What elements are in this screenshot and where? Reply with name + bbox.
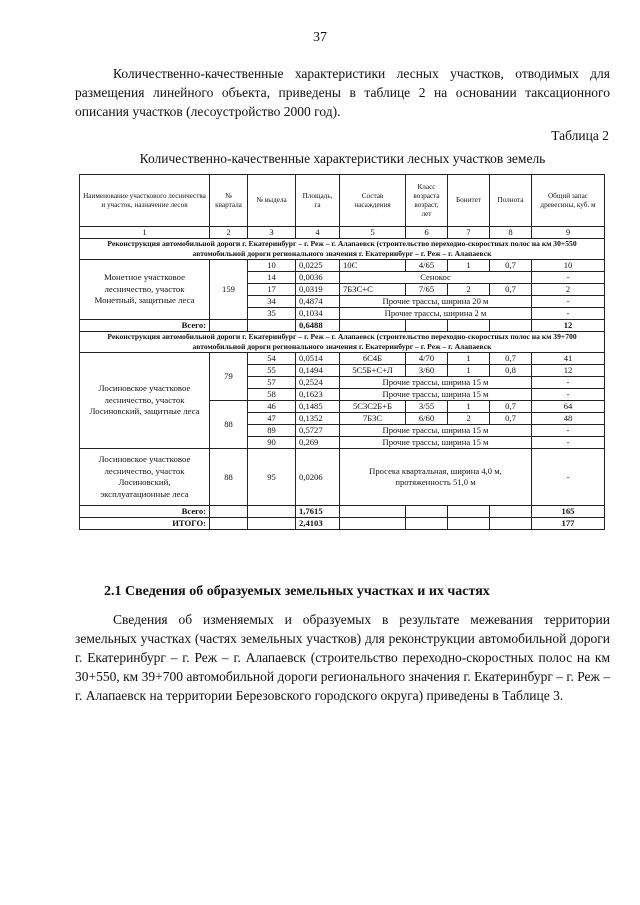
land-use-note: Прочие трассы, ширина 15 м — [340, 389, 532, 401]
table-row — [80, 449, 605, 506]
forestry-name: Монетное участковое лесничество, участок Монетный, защитные леса — [80, 260, 210, 320]
grand-total-row — [80, 518, 605, 530]
grand-total-label: ИТОГО: — [80, 518, 210, 530]
plot-number: 95 — [248, 449, 296, 506]
area-value: 0,5727 — [296, 425, 340, 437]
header-cell: Наименование участкового лесничества и участок, назначение лесов — [80, 175, 210, 227]
area-value: 0,0514 — [296, 353, 340, 365]
column-number: 3 — [248, 227, 296, 239]
subtotal-area: 1,7615 — [296, 506, 340, 518]
table-row — [80, 353, 605, 365]
density-value: 0,8 — [490, 365, 532, 377]
table-row — [80, 260, 605, 272]
volume-value: - — [532, 377, 605, 389]
empty-cell — [490, 320, 532, 332]
plot-number: 89 — [248, 425, 296, 437]
subtotal-area: 0,6488 — [296, 320, 340, 332]
empty-cell — [340, 506, 406, 518]
plot-number: 34 — [248, 296, 296, 308]
empty-cell — [448, 506, 490, 518]
bonitet-value: 1 — [448, 365, 490, 377]
section-row — [80, 332, 605, 353]
density-value: 0,7 — [490, 260, 532, 272]
section-row — [80, 239, 605, 260]
land-use-note: Прочие трассы, ширина 20 м — [340, 296, 532, 308]
empty-cell — [448, 518, 490, 530]
plot-number: 10 — [248, 260, 296, 272]
empty-cell — [490, 518, 532, 530]
land-use-note: Просека квартальная, ширина 4,0 м, протяженность 51,0 м — [340, 449, 532, 506]
quarter-number: 159 — [210, 260, 248, 320]
header-cell: Полнота — [490, 175, 532, 227]
empty-cell — [248, 506, 296, 518]
land-use-note: Прочие трассы, ширина 15 м — [340, 377, 532, 389]
intro-paragraph: Количественно-качественные характеристики лесных участков, отводимых для размещения линейного объекта, приведены в таблице 2 на основании таксационного описания участков (лесоустройство 2000 год). — [75, 66, 610, 119]
empty-cell — [490, 506, 532, 518]
column-number: 9 — [532, 227, 605, 239]
land-use-note: Прочие трассы, ширина 2 м — [340, 308, 532, 320]
area-value: 0,1494 — [296, 365, 340, 377]
area-value: 0,4874 — [296, 296, 340, 308]
area-value: 0,1623 — [296, 389, 340, 401]
subtotal-label: Всего: — [80, 320, 210, 332]
area-value: 0,0319 — [296, 284, 340, 296]
subtotal-row — [80, 320, 605, 332]
area-value: 0,1485 — [296, 401, 340, 413]
composition-value: 5С3С2Б+Б — [340, 401, 406, 413]
plot-number: 14 — [248, 272, 296, 284]
bonitet-value: 2 — [448, 284, 490, 296]
area-value: 0,1034 — [296, 308, 340, 320]
age-value: 4/65 — [406, 260, 448, 272]
age-value: 6/60 — [406, 413, 448, 425]
column-number: 8 — [490, 227, 532, 239]
age-value: 3/55 — [406, 401, 448, 413]
column-number-row — [80, 227, 605, 239]
plot-number: 57 — [248, 377, 296, 389]
plot-number: 47 — [248, 413, 296, 425]
area-value: 0,2524 — [296, 377, 340, 389]
plot-number: 54 — [248, 353, 296, 365]
column-number: 6 — [406, 227, 448, 239]
empty-cell — [406, 320, 448, 332]
land-use-note: Сенокос — [340, 272, 532, 284]
header-cell: № выдела — [248, 175, 296, 227]
volume-value: - — [532, 449, 605, 506]
header-row — [80, 175, 605, 227]
header-cell: Состав насаждения — [340, 175, 406, 227]
bonitet-value: 1 — [448, 260, 490, 272]
density-value: 0,7 — [490, 353, 532, 365]
volume-value: 48 — [532, 413, 605, 425]
subtotal-label: Всего: — [80, 506, 210, 518]
column-number: 7 — [448, 227, 490, 239]
subtotal-row — [80, 506, 605, 518]
empty-cell — [448, 320, 490, 332]
land-use-note: Прочие трассы, ширина 15 м — [340, 437, 532, 449]
volume-value: 2 — [532, 284, 605, 296]
composition-value: 7Б3С+С — [340, 284, 406, 296]
forestry-name: Лосиновское участковое лесничество, участок Лосиновский, эксплуатационные леса — [80, 449, 210, 506]
header-cell: Площадь, га — [296, 175, 340, 227]
volume-value: - — [532, 425, 605, 437]
age-value: 7/65 — [406, 284, 448, 296]
plot-number: 90 — [248, 437, 296, 449]
section-title: Реконструкция автомобильной дороги г. Екатеринбург – г. Реж – г. Алапаевск (строительство переходно-скоростных полос на км 30+550 автомобильной дороги регионального значения г. Екатеринбург – г. Реж – г. Алапаевск — [80, 239, 605, 260]
column-number: 2 — [210, 227, 248, 239]
volume-value: - — [532, 272, 605, 284]
empty-cell — [248, 320, 296, 332]
land-use-note: Прочие трассы, ширина 15 м — [340, 425, 532, 437]
header-cell: Бонитет — [448, 175, 490, 227]
density-value: 0,7 — [490, 413, 532, 425]
empty-cell — [210, 518, 248, 530]
section-title: Реконструкция автомобильной дороги г. Екатеринбург – г. Реж – г. Алапаевск (строительство переходно-скоростных полос на км 39+700 автомобильной дороги регионального значения г. Екатеринбург – г. Реж – г. Алапаевск — [80, 332, 605, 353]
volume-value: 41 — [532, 353, 605, 365]
volume-value: - — [532, 308, 605, 320]
header-cell: № квартала — [210, 175, 248, 227]
density-value: 0,7 — [490, 284, 532, 296]
age-value: 3/60 — [406, 365, 448, 377]
volume-value: - — [532, 437, 605, 449]
volume-value: - — [532, 296, 605, 308]
volume-value: 12 — [532, 365, 605, 377]
empty-cell — [340, 518, 406, 530]
subtotal-volume: 12 — [532, 320, 605, 332]
bonitet-value: 1 — [448, 401, 490, 413]
volume-value: 64 — [532, 401, 605, 413]
header-cell: Класс возраста возраст, лет — [406, 175, 448, 227]
area-value: 0,269 — [296, 437, 340, 449]
bonitet-value: 2 — [448, 413, 490, 425]
age-value: 4/70 — [406, 353, 448, 365]
forestry-name: Лосиновское участковое лесничество, участок Лосиновский, защитные леса — [80, 353, 210, 449]
section-heading: 2.1 Сведения об образуемых земельных участках и их частях — [104, 584, 490, 599]
plot-number: 46 — [248, 401, 296, 413]
plot-number: 17 — [248, 284, 296, 296]
page-number: 37 — [313, 30, 327, 45]
empty-cell — [406, 506, 448, 518]
column-number: 4 — [296, 227, 340, 239]
column-number: 1 — [80, 227, 210, 239]
empty-cell — [340, 320, 406, 332]
quarter-number: 88 — [210, 401, 248, 449]
empty-cell — [406, 518, 448, 530]
body-paragraph: Сведения об изменяемых и образуемых в результате межевания территории земельных участках (частях земельных участков) для реконструкции автомобильной дороги г. Екатеринбург – г. Реж – г. Алапаевск (строительство переходно-скоростных полос на км 30+550, км 39+700 автомобильной дороги регионального значения г. Екатеринбург – г. Реж – г. Алапаевск на территории Березовского городского округа) приведены в Таблице 3. — [75, 612, 610, 703]
plot-number: 55 — [248, 365, 296, 377]
density-value: 0,7 — [490, 401, 532, 413]
table-title: Количественно-качественные характеристики лесных участков земель — [139, 151, 546, 166]
volume-value: - — [532, 389, 605, 401]
empty-cell — [210, 506, 248, 518]
quarter-number: 88 — [210, 449, 248, 506]
area-value: 0,0036 — [296, 272, 340, 284]
table-label: Таблица 2 — [551, 128, 609, 143]
area-value: 0,1352 — [296, 413, 340, 425]
grand-total-area: 2,4103 — [296, 518, 340, 530]
subtotal-volume: 165 — [532, 506, 605, 518]
composition-value: 6С4Б — [340, 353, 406, 365]
empty-cell — [210, 320, 248, 332]
composition-value: 10С — [340, 260, 406, 272]
bonitet-value: 1 — [448, 353, 490, 365]
plot-number: 35 — [248, 308, 296, 320]
composition-value: 5С5Б+С+Л — [340, 365, 406, 377]
forest-plots-table — [79, 174, 605, 530]
column-number: 5 — [340, 227, 406, 239]
volume-value: 10 — [532, 260, 605, 272]
header-cell: Общий запас древесины, куб. м — [532, 175, 605, 227]
plot-number: 58 — [248, 389, 296, 401]
quarter-number: 79 — [210, 353, 248, 401]
empty-cell — [248, 518, 296, 530]
composition-value: 7Б3С — [340, 413, 406, 425]
area-value: 0,0225 — [296, 260, 340, 272]
area-value: 0,0206 — [296, 449, 340, 506]
grand-total-volume: 177 — [532, 518, 605, 530]
